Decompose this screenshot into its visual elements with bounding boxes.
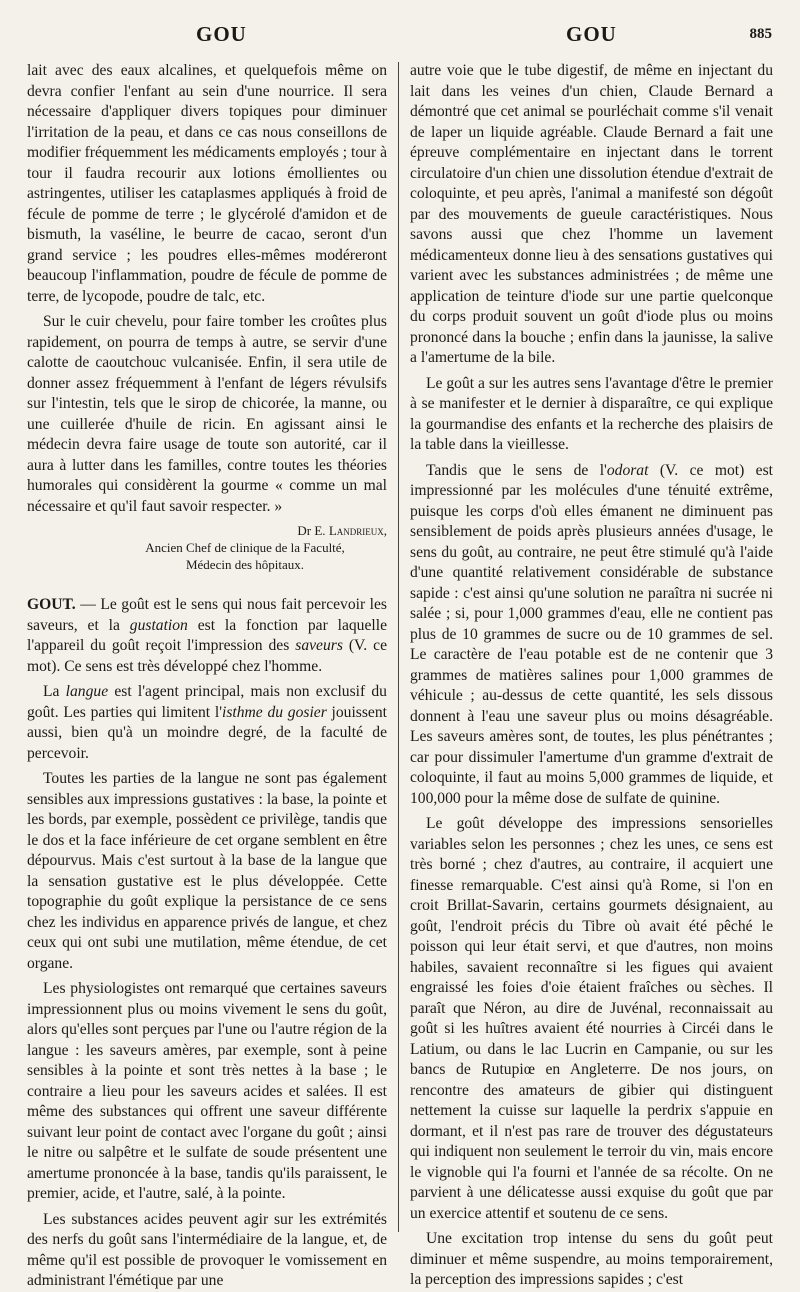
- entry-headword: GOUT.: [27, 596, 76, 613]
- paragraph-claude-bernard: autre voie que le tube digestif, de même en injectant du lait dans les veines d'un chien, Claude Bernard a démontré que cet animal se pourléchait comme s'il venait de laper un liquide agréable. Claude Bernard a fait une épreuve complémentaire en injectant dans le torrent circulatoire d'un chien une dissolution étendue d'extrait de coloquinte, et peu après, l'animal a manifesté son dégoût par des mouvements de gueule caractéristiques. Nous savons aussi que chez l'homme un lavement médicamenteux donne lieu à des sensations gustatives qui varient avec les substances administrées ; de même une application de teinture d'iode sur une partie quelconque du corps produit souvent un goût d'iode plus ou moins prononcé dans la bouche ; enfin dans la jaunisse, la salive a l'amertume de la bile.: [410, 62, 773, 366]
- paragraph-treatment: lait avec des eaux alcalines, et quelquefois même on devra confier l'enfant au sein d'une nourrice. Il sera nécessaire d'appliquer divers topiques pour diminuer l'irritation de la peau, et dans ce cas nous conseillons de modifier fréquemment les médicaments employés ; tour à tour il faudra recourir aux lotions émollientes ou astringentes, utiliser les cataplasmes appliqués à froid de fécule de pomme de terre ; le glycérolé d'amidon et de bismuth, la vaséline, le beurre de cacao, seront d'un grand service ; les poudres elles-mêmes modéreront beaucoup l'inflammation, poudre de fécule de pomme de terre, de lycopode, poudre de talc, etc.: [27, 62, 387, 305]
- paragraph-avantage: Le goût a sur les autres sens l'avantage d'être le premier à se manifester et le dernier à disparaître, ce qui explique la gourmandise des enfants et la recherche des plaisirs de la table dans la vieillesse.: [410, 374, 773, 453]
- left-column: [27, 61, 387, 1289]
- left-headword: GOU: [196, 22, 247, 46]
- right-column: [410, 61, 773, 1288]
- article-separator: [27, 573, 387, 595]
- paragraph-odorat: Tandis que le sens de l'odorat (V. ce mot) est impressionné par les molécules d'une ténuité extrême, puisque les corps d'où elles émanent ne diminuent pas sensiblement de poids après plusieurs années d'usage, le sens du goût, au contraire, ne peut être stimulé qu'à l'aide d'une quantité relativement considérable de substance sapide : c'est ainsi qu'une solution ne paraîtra ni sucrée ni salée ; si, pour 1,000 grammes d'eau, elle ne contient pas plus de 10 grammes de sucre ou de 10 grammes de sel. Le caractère de l'eau potable est de ne contenir que 3 grammes de matières salines pour 1,000 grammes de véhicule ; au-dessus de cette quantité, les sels dissous donnent à l'eau une saveur plus ou moins désagréable. Les saveurs amères sont, de toutes, les plus pénétrantes ; car pour dissimuler l'amertume d'un gramme d'extrait de coloquinte, il faut au moins 5,000 grammes de liquide, et 100,000 pour la même dose de sulfate de quinine.: [410, 461, 773, 807]
- article-gout-intro: GOUT. — Le goût est le sens qui nous fait percevoir les saveurs, et la gustation est la fonction par laquelle l'appareil du goût reçoit l'impression des saveurs (V. ce mot). Ce sens est très développé chez l'homme.: [27, 596, 387, 675]
- author-name: Landrieux,: [328, 523, 387, 538]
- author-affiliation-1: Ancien Chef de clinique de la Faculté,: [145, 540, 345, 555]
- author-signature: [27, 522, 387, 539]
- paragraph-physiologistes: Les physiologistes ont remarqué que certaines saveurs impressionnent plus ou moins vivement le sens du goût, alors qu'elles sont perçues par l'une ou l'autre région de la langue : les saveurs amères, par exemple, sont à peine sensibles à la pointe et sont très nettes à la base ; le contraire a lieu pour les saveurs acides et salées. Il est même des substances qui offrent une saveur différente suivant leur point de contact avec l'organe du goût ; ainsi le nitre ou salpêtre et le sulfate de soude présentent une amertume prononcée à la base, tandis qu'ils paraissent, le premier, acide, et l'autre, salé, à la pointe.: [27, 980, 387, 1202]
- running-header: [20, 18, 780, 52]
- right-headword: GOU: [566, 22, 617, 46]
- author-affiliation-2: Médecin des hôpitaux.: [185, 557, 305, 572]
- author-title: Dr E.: [297, 523, 329, 538]
- paragraph-sensibilite: Toutes les parties de la langue ne sont pas également sensibles aux impressions gustatives : la base, la pointe et les bords, par exemple, possèdent ce privilège, tandis que le dos et la face inférieure de cet organe semblent en être dépourvus. Mais c'est surtout à la base de la langue que la sensation gustative est le plus développée. Cette topographie du goût explique la persistance de ce sens chez les individus en apparence privés de langue, et chez ceux qui ont subi une mutilation, même étendue, de cet organe.: [27, 770, 387, 972]
- paragraph-scalp: Sur le cuir chevelu, pour faire tomber les croûtes plus rapidement, on pourra de temps à autre, se servir d'une calotte de caoutchouc vulcanisée. Enfin, il sera utile de donner assez fréquemment à l'enfant de légers révulsifs sur l'intestin, tels que le sirop de chicorée, la manne, ou une cuillerée d'huile de ricin. En agissant ainsi le médecin devra faire usage de toute son autorité, car il aura à lutter dans les familles, contre toutes les théories humorales qui considèrent la gourme « comme un mal nécessaire et qu'il faut savoir respecter. »: [27, 313, 387, 515]
- paragraph-excitation: Une excitation trop intense du sens du goût peut diminuer et même suspendre, au moins temporairement, la perception des impressions sapides ; c'est: [410, 1230, 773, 1288]
- paragraph-langue: La langue est l'agent principal, mais non exclusif du goût. Les parties qui limitent l'isthme du gosier jouissent aussi, bien qu'à un moindre degré, de la faculté de percevoir.: [27, 683, 387, 762]
- page-number: 885: [749, 26, 772, 42]
- paragraph-acides: Les substances acides peuvent agir sur les extrémités des nerfs du goût sans l'intermédiaire de la langue, et, de même qu'il est possible de provoquer le vomissement en administrant l'émétique par une: [27, 1210, 387, 1289]
- column-divider: [398, 62, 399, 1232]
- paragraph-gourmets: Le goût développe des impressions sensorielles variables selon les personnes ; chez les unes, ce sens est très borné ; chez d'autres, au contraire, il acquiert une finesse remarquable. C'est ainsi qu'à Rome, si l'on en croit Brillat-Savarin, certains gourmets désignaient, au goût, l'endroit précis du Tibre où avait été pêché le poisson qui leur était servi, et que d'autres, non moins habiles, savaient reconnaître si les figues qui avaient engraissé les foies d'oie étaient fraîches ou sèches. Il paraît que Néron, au dire de Juvénal, reconnaissait au goût si les huîtres avaient été nourries à Circéi dans le Latium, ou dans le lac Lucrin en Campanie, ou sur les bancs de Rutupiœ en Angleterre. De nos jours, on rencontre des amateurs de gibier qui distinguent nettement la cuisse sur laquelle la perdrix s'appuie en dormant, et il n'est pas rare de trouver des dégustateurs qui indiquent non seulement le terroir du vin, mais encore le vignoble qui l'a fourni et l'année de sa récolte. On ne parvient à une délicatesse aussi exquise du goût que par un exercice attentif et soutenu de ce sens.: [410, 815, 773, 1222]
